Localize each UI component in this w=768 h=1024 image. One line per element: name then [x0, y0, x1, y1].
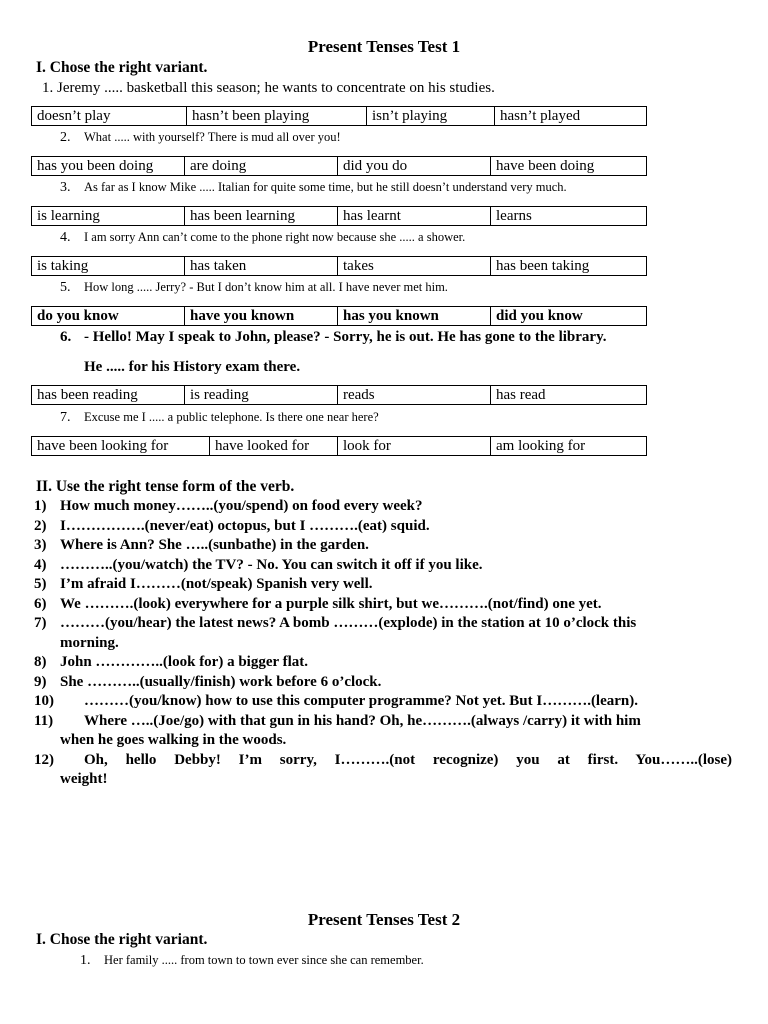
answer-option[interactable]: reads — [338, 386, 491, 404]
exercise-item — [34, 653, 732, 673]
answer-option[interactable]: learns — [496, 208, 532, 224]
answer-option[interactable]: has read — [496, 387, 546, 403]
question-5 — [60, 279, 448, 296]
exercise-number: 8) — [34, 654, 47, 670]
question-text: Jeremy ..... basketball this season; he wants to concentrate on his studies. — [57, 80, 495, 96]
question-number: 3. — [60, 180, 71, 195]
test2-section1-heading: I. Chose the right variant. — [36, 931, 208, 948]
answer-options-1 — [31, 106, 647, 126]
question-3 — [60, 179, 567, 196]
exercise-text: ………(you/hear) the latest news? A bomb ………(explode) in the station at 10 o’clock this — [60, 615, 637, 631]
answer-option[interactable]: did you know — [496, 308, 583, 324]
question-1 — [42, 79, 495, 97]
question-number: 5. — [60, 280, 71, 295]
exercise-number: 9) — [34, 673, 47, 690]
exercise-number: 1) — [34, 498, 47, 514]
exercise-text: John …………..(look for) a bigger flat. — [60, 654, 309, 670]
test1-section2-heading: II. Use the right tense form of the verb. — [36, 478, 295, 495]
question-text: How long ..... Jerry? - But I don’t know him at all. I have never met him. — [84, 280, 448, 294]
exercise-item — [34, 575, 732, 595]
answer-options-3 — [31, 206, 647, 226]
answer-option[interactable]: is taking — [32, 257, 185, 275]
exercise-number: 6) — [34, 595, 47, 612]
question-text: What ..... with yourself? There is mud all over you! — [84, 130, 341, 144]
exercise-text: We ……….(look) everywhere for a purple silk shirt, but we……….(not/find) one yet. — [60, 595, 602, 612]
answer-option[interactable]: is learning — [32, 207, 185, 225]
answer-option[interactable]: did you do — [338, 157, 491, 175]
answer-option[interactable]: has been reading — [32, 386, 185, 404]
answer-option[interactable]: am looking for — [496, 438, 586, 454]
exercise-continuation: morning. — [60, 634, 119, 651]
answer-option[interactable]: has you been doing — [32, 157, 185, 175]
answer-options-4 — [31, 256, 647, 276]
verb-exercise-list — [34, 497, 732, 790]
exercise-item — [34, 595, 732, 615]
answer-option[interactable]: has learnt — [338, 207, 491, 225]
answer-option[interactable]: hasn’t been playing — [187, 107, 367, 125]
question-number: 1. — [42, 80, 54, 96]
answer-option[interactable]: have been looking for — [32, 437, 210, 455]
answer-option[interactable]: doesn’t play — [32, 107, 187, 125]
question-7 — [60, 409, 379, 426]
question-number: 4. — [60, 230, 71, 245]
answer-option[interactable]: hasn’t played — [500, 108, 581, 124]
test1-title: Present Tenses Test 1 — [307, 37, 461, 56]
question-number: 6. — [60, 329, 72, 345]
question-4 — [60, 229, 465, 246]
exercise-item — [34, 556, 732, 576]
exercise-text: Where is Ann? She …..(sunbathe) in the garden. — [60, 537, 369, 553]
question-number: 7. — [60, 410, 71, 425]
exercise-text: How much money……..(you/spend) on food every week? — [60, 498, 423, 514]
exercise-item — [34, 536, 732, 556]
exercise-number: 7) — [34, 615, 47, 631]
exercise-continuation: weight! — [60, 771, 108, 787]
answer-option[interactable]: has been taking — [496, 258, 590, 274]
question-6 — [60, 328, 607, 346]
answer-option[interactable]: has taken — [185, 257, 338, 275]
exercise-continuation: when he goes walking in the woods. — [60, 732, 287, 748]
exercise-item — [34, 497, 732, 517]
exercise-number: 11) — [34, 712, 54, 729]
answer-option[interactable]: has you known — [338, 307, 491, 325]
exercise-item — [34, 673, 732, 693]
answer-option[interactable]: is reading — [185, 386, 338, 404]
test1-section1-heading: I. Chose the right variant. — [36, 59, 208, 76]
exercise-item — [34, 712, 732, 732]
exercise-item — [34, 751, 732, 771]
answer-options-5 — [31, 306, 647, 326]
exercise-text: ………(you/know) how to use this computer programme? Not yet. But I……….(learn). — [84, 693, 639, 709]
exercise-number: 10) — [34, 693, 54, 709]
answer-option[interactable]: look for — [338, 437, 491, 455]
answer-option[interactable]: takes — [338, 257, 491, 275]
question-number: 2. — [60, 130, 71, 145]
answer-options-7 — [31, 436, 647, 456]
answer-option[interactable]: have you known — [185, 307, 338, 325]
answer-option[interactable]: has been learning — [185, 207, 338, 225]
answer-option[interactable]: do you know — [32, 307, 185, 325]
exercise-text: She ………..(usually/finish) work before 6 o’clock. — [60, 673, 382, 690]
question-text: Excuse me I ..... a public telephone. Is there one near here? — [84, 410, 379, 424]
exercise-item — [34, 692, 732, 712]
exercise-item — [34, 614, 732, 634]
exercise-text: I’m afraid I………(not/speak) Spanish very well. — [60, 576, 373, 592]
question-6-continuation: He ..... for his History exam there. — [84, 359, 301, 375]
question-text: I am sorry Ann can’t come to the phone right now because she ..... a shower. — [84, 230, 466, 244]
exercise-number: 5) — [34, 576, 47, 592]
answer-option[interactable]: isn’t playing — [367, 107, 495, 125]
question-text: As far as I know Mike ..... Italian for quite some time, but he still doesn’t understand very much. — [84, 180, 567, 194]
answer-option[interactable]: have looked for — [210, 437, 338, 455]
question-number: 1. — [80, 953, 91, 968]
exercise-text: Where …..(Joe/go) with that gun in his hand? Oh, he……….(always /carry) it with him — [84, 712, 641, 729]
answer-options-6 — [31, 385, 647, 405]
question-2 — [60, 129, 341, 146]
exercise-text: ………..(you/watch) the TV? - No. You can switch it off if you like. — [60, 556, 483, 573]
exercise-number: 12) — [34, 751, 54, 768]
question-text: - Hello! May I speak to John, please? - Sorry, he is out. He has gone to the library. — [84, 329, 607, 345]
answer-option[interactable]: have been doing — [496, 158, 595, 174]
exercise-number: 3) — [34, 537, 47, 553]
test2-title: Present Tenses Test 2 — [307, 910, 461, 929]
exercise-text: Oh, hello Debby! I’m sorry, I……….(not recognize) you at first. You……..(lose) — [84, 751, 732, 768]
exercise-text: I…………….(never/eat) octopus, but I ……….(eat) squid. — [60, 517, 430, 534]
question-text: Her family ..... from town to town ever since she can remember. — [104, 953, 424, 967]
exercise-number: 2) — [34, 517, 47, 534]
exercise-number: 4) — [34, 556, 47, 573]
answer-options-2 — [31, 156, 647, 176]
exercise-item — [34, 517, 732, 537]
test2-question-1 — [80, 952, 424, 969]
answer-option[interactable]: are doing — [185, 157, 338, 175]
